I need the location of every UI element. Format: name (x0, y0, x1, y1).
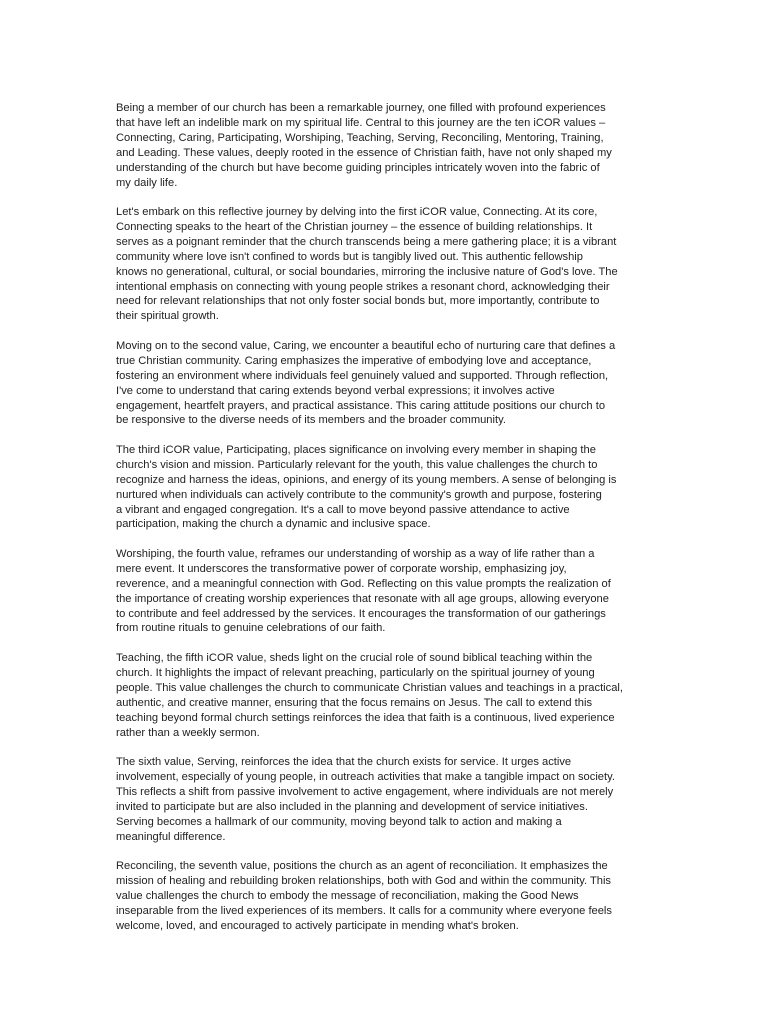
text-line: The third iCOR value, Participating, places significance on involving every member in shaping the (116, 443, 596, 456)
paragraph (116, 755, 656, 844)
text-line: their spiritual growth. (116, 310, 219, 323)
text-line: authentic, and creative manner, ensuring that the focus remains on Jesus. The call to extend this (116, 696, 593, 709)
paragraph (116, 859, 656, 934)
text-line: be responsive to the diverse needs of its members and the broader community. (116, 414, 506, 427)
text-line: reverence, and a meaningful connection with God. Reflecting on this value prompts the realization of (116, 577, 611, 590)
text-line: from routine rituals to genuine celebrations of our faith. (116, 622, 386, 635)
paragraph (116, 651, 656, 740)
paragraph (116, 205, 656, 324)
text-line: church. It highlights the impact of relevant preaching, particularly on the spiritual journey of young (116, 666, 595, 679)
text-line: church's vision and mission. Particularly relevant for the youth, this value challenges the church to (116, 458, 598, 471)
text-line: community where love isn't confined to words but is tangibly lived out. This authentic fellowship (116, 250, 583, 263)
text-line: mere event. It underscores the transformative power of corporate worship, emphasizing joy, (116, 562, 567, 575)
text-line: recognize and harness the ideas, opinions, and energy of its young members. A sense of belonging is (116, 473, 617, 486)
text-line: involvement, especially of young people, in outreach activities that make a tangible impact on society. (116, 770, 615, 783)
text-line: understanding of the church but have become guiding principles intricately woven into the fabric of (116, 161, 600, 174)
document-body (116, 101, 656, 948)
text-line: The sixth value, Serving, reinforces the idea that the church exists for service. It urges active (116, 756, 572, 768)
text-line: Serving becomes a hallmark of our community, moving beyond talk to action and making a (116, 815, 562, 828)
text-line: and Leading. These values, deeply rooted in the essence of Christian faith, have not only shaped my (116, 146, 612, 159)
text-line: that have left an indelible mark on my spiritual life. Central to this journey are the ten iCOR values – (116, 116, 606, 129)
text-line: invited to participate but are also included in the planning and development of service initiatives. (116, 800, 588, 813)
text-line: participation, making the church a dynamic and inclusive space. (116, 518, 431, 531)
text-line: inseparable from the lived experiences of its members. It calls for a community where everyone feels (116, 904, 612, 917)
text-line: need for relevant relationships that not only foster social bonds but, more importantly, contribute to (116, 295, 600, 308)
text-line: to contribute and feel addressed by the services. It encourages the transformation of our gatherings (116, 607, 606, 620)
text-line: meaningful difference. (116, 830, 226, 843)
paragraph (116, 547, 656, 636)
paragraph (116, 101, 656, 190)
text-line: Reconciling, the seventh value, positions the church as an agent of reconciliation. It emphasizes the (116, 860, 608, 873)
text-line: teaching beyond formal church settings reinforces the idea that faith is a continuous, lived experience (116, 711, 615, 724)
text-line: rather than a weekly sermon. (116, 726, 260, 739)
text-line: intentional emphasis on connecting with young people strikes a resonant chord, acknowledging their (116, 280, 610, 293)
text-line: fostering an environment where individuals feel genuinely valued and supported. Through reflection, (116, 369, 609, 382)
text-line: true Christian community. Caring emphasizes the imperative of embodying love and acceptance, (116, 354, 592, 367)
text-line: Teaching, the fifth iCOR value, sheds light on the crucial role of sound biblical teaching within the (116, 651, 593, 664)
text-line: Connecting, Caring, Participating, Worshiping, Teaching, Serving, Reconciling, Mentoring, Training, (116, 131, 604, 144)
paragraph (116, 443, 656, 532)
text-line: Connecting speaks to the heart of the Christian journey – the essence of building relationships. It (116, 220, 593, 233)
text-line: serves as a poignant reminder that the church transcends being a mere gathering place; it is a vibrant (116, 235, 617, 248)
text-line: the importance of creating worship experiences that resonate with all age groups, allowing everyone (116, 592, 609, 605)
text-line: engagement, heartfelt prayers, and practical assistance. This caring attitude positions our church to (116, 399, 606, 412)
text-line: knows no generational, cultural, or social boundaries, mirroring the inclusive nature of God's love. The (116, 265, 618, 278)
text-line: Being a member of our church has been a remarkable journey, one filled with profound experiences (116, 102, 606, 114)
text-line: This reflects a shift from passive involvement to active engagement, where individuals are not merely (116, 785, 614, 798)
text-line: a vibrant and engaged congregation. It's a call to move beyond passive attendance to active (116, 503, 570, 516)
text-line: my daily life. (116, 176, 178, 189)
text-line: Moving on to the second value, Caring, we encounter a beautiful echo of nurturing care that defines a (116, 339, 616, 352)
text-line: mission of healing and rebuilding broken relationships, both with God and within the community. This (116, 874, 612, 887)
text-line: Worshiping, the fourth value, reframes our understanding of worship as a way of life rather than a (116, 547, 595, 560)
text-line: nurtured when individuals can actively contribute to the community's growth and purpose, fostering (116, 488, 602, 501)
text-line: I've come to understand that caring extends beyond verbal expressions; it involves active (116, 384, 555, 397)
text-line: people. This value challenges the church to communicate Christian values and teachings in a practical, (116, 681, 623, 694)
paragraph (116, 339, 656, 428)
text-line: value challenges the church to embody the message of reconciliation, making the Good News (116, 889, 579, 902)
text-line: Let's embark on this reflective journey by delving into the first iCOR value, Connecting. At its core, (116, 206, 598, 219)
text-line: welcome, loved, and encouraged to actively participate in mending what's broken. (116, 919, 519, 932)
